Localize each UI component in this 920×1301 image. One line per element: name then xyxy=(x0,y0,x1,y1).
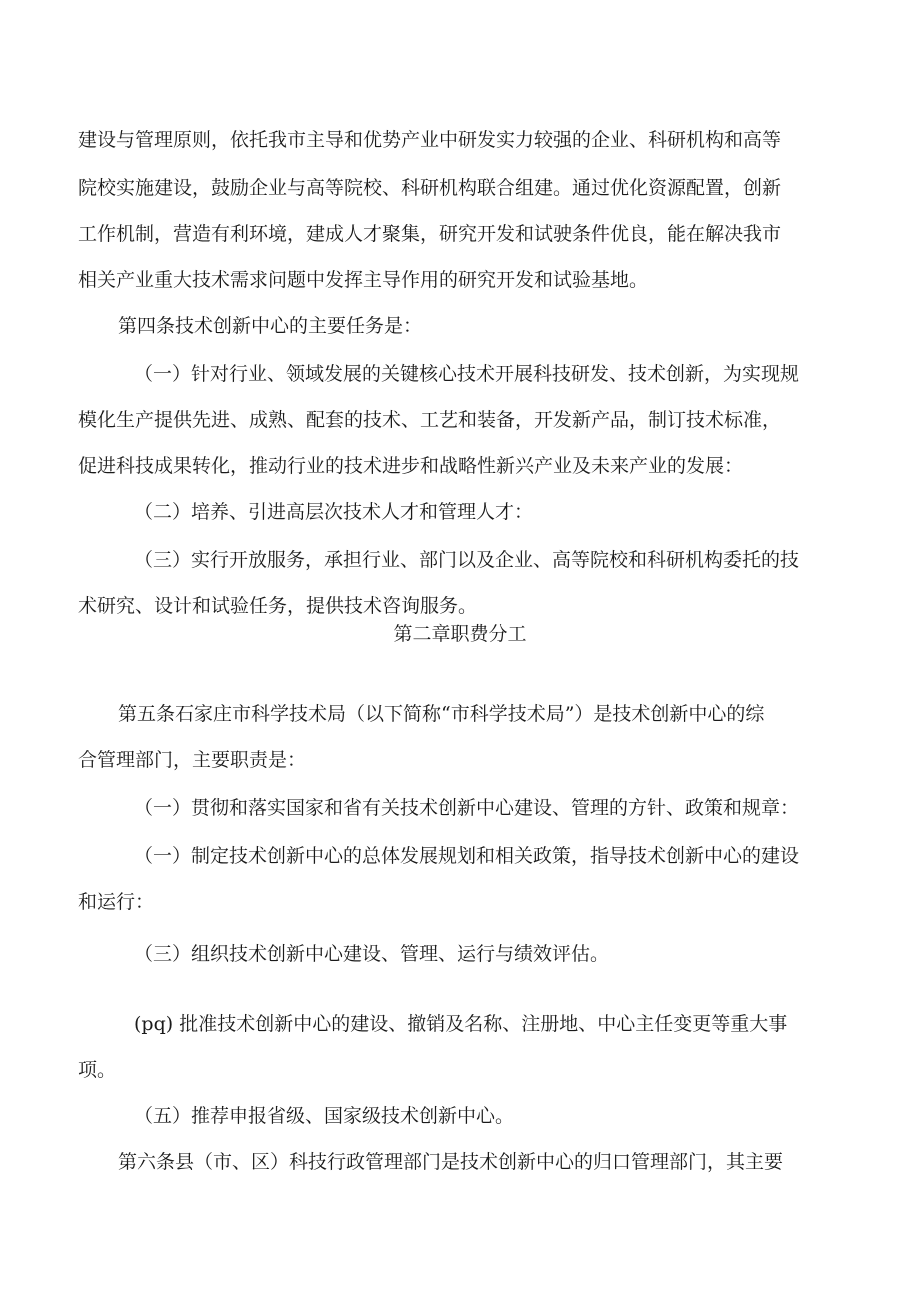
list-item: （三）组织技术创新中心建设、管理、运行与绩效评估。 xyxy=(134,943,610,965)
article-heading: 第四条技术创新中心的主要任务是： xyxy=(118,315,423,337)
list-item: （一）贯彻和落实国家和省有关技术创新中心建设、管理的方针、政策和规章： xyxy=(134,797,800,819)
list-item: （三）实行开放服务，承担行业、部门以及企业、高等院校和科研机构委托的技 xyxy=(134,549,800,571)
paragraph-line: 模化生产提供先进、成熟、配套的技术、工艺和装备，开发新产品，制订技术标准， xyxy=(78,409,782,431)
paragraph-line: 项。 xyxy=(78,1059,117,1081)
paragraph-line: 工作机制，营造有利环境，建成人才聚集，研究开发和试驶条件优良，能在解决我市 xyxy=(78,223,782,245)
list-item: （一）制定技术创新中心的总体发展规划和相关政策，指导技术创新中心的建设 xyxy=(134,845,800,867)
chapter-title: 第二章职费分工 xyxy=(393,623,527,645)
paragraph-line: 建设与管理原则，依托我市主导和优势产业中研发实力较强的企业、科研机构和高等 xyxy=(78,129,782,151)
paragraph-line: 术研究、设计和试验任务，提供技术咨询服务。 xyxy=(78,595,478,617)
list-item: （五）推荐申报省级、国家级技术创新中心。 xyxy=(134,1105,515,1127)
paragraph-line: 相关产业重大技术需求问题中发挥主导作用的研究开发和试验基地。 xyxy=(78,269,649,291)
list-item: （一）针对行业、领域发展的关键核心技术开展科技研发、技术创新，为实现规 xyxy=(134,363,800,385)
paragraph-line: 和运行： xyxy=(78,891,155,913)
list-item: (pq) 批准技术创新中心的建设、撤销及名称、注册地、中心主任变更等重大事 xyxy=(134,1013,788,1035)
article-heading: 第五条石家庄市科学技术局（以下简称“市科学技术局”）是技术创新中心的综 xyxy=(118,703,765,725)
paragraph-line: 合管理部门，主要职责是： xyxy=(78,749,307,771)
paragraph-line: 促进科技成果转化，推动行业的技术进步和战略性新兴产业及未来产业的发展： xyxy=(78,455,744,477)
article-heading: 第六条县（市、区）科技行政管理部门是技术创新中心的归口管理部门，其主要 xyxy=(118,1151,784,1173)
paragraph-line: 院校实施建设，鼓励企业与高等院校、科研机构联合组建。通过优化资源配置，创新 xyxy=(78,177,782,199)
list-item: （二）培养、引进高层次技术人才和管理人才： xyxy=(134,501,534,523)
